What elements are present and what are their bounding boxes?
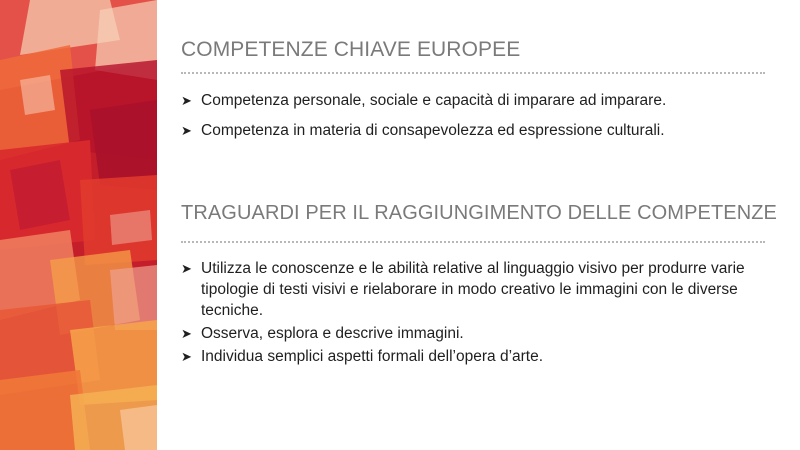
section-title-goals: TRAGUARDI PER IL RAGGIUNGIMENTO DELLE COMPETENZE [181, 202, 778, 224]
dotted-divider [181, 241, 765, 243]
list-item [181, 346, 761, 367]
arrow-right-icon: ➤ [181, 349, 192, 364]
goals-list [181, 258, 761, 369]
list-item [181, 120, 761, 141]
list-item-text: Competenza personale, sociale e capacità di imparare ad imparare. [201, 92, 667, 109]
abstract-painting-image [0, 0, 157, 450]
slide-content [181, 0, 778, 450]
dotted-divider [181, 72, 765, 74]
key-competences-list [181, 90, 761, 150]
list-item-text: Osserva, esplora e descrive immagini. [201, 325, 464, 342]
list-item-text: Individua semplici aspetti formali dell’opera d’arte. [201, 348, 544, 365]
section-title-key-competences: COMPETENZE CHIAVE EUROPEE [181, 38, 521, 61]
arrow-right-icon: ➤ [181, 123, 192, 138]
list-item-text: Competenza in materia di consapevolezza ed espressione culturali. [201, 122, 665, 139]
arrow-right-icon: ➤ [181, 326, 192, 341]
list-item [181, 90, 761, 111]
decorative-art-panel [0, 0, 157, 450]
list-item-text: Utilizza le conoscenze e le abilità relative al linguaggio visivo per produrre varie tipologie di testi visivi e rielaborare in modo creativo le immagini con le diverse tecniche. [201, 260, 745, 319]
list-item [181, 258, 761, 321]
list-item [181, 323, 761, 344]
arrow-right-icon: ➤ [181, 261, 192, 276]
arrow-right-icon: ➤ [181, 93, 192, 108]
